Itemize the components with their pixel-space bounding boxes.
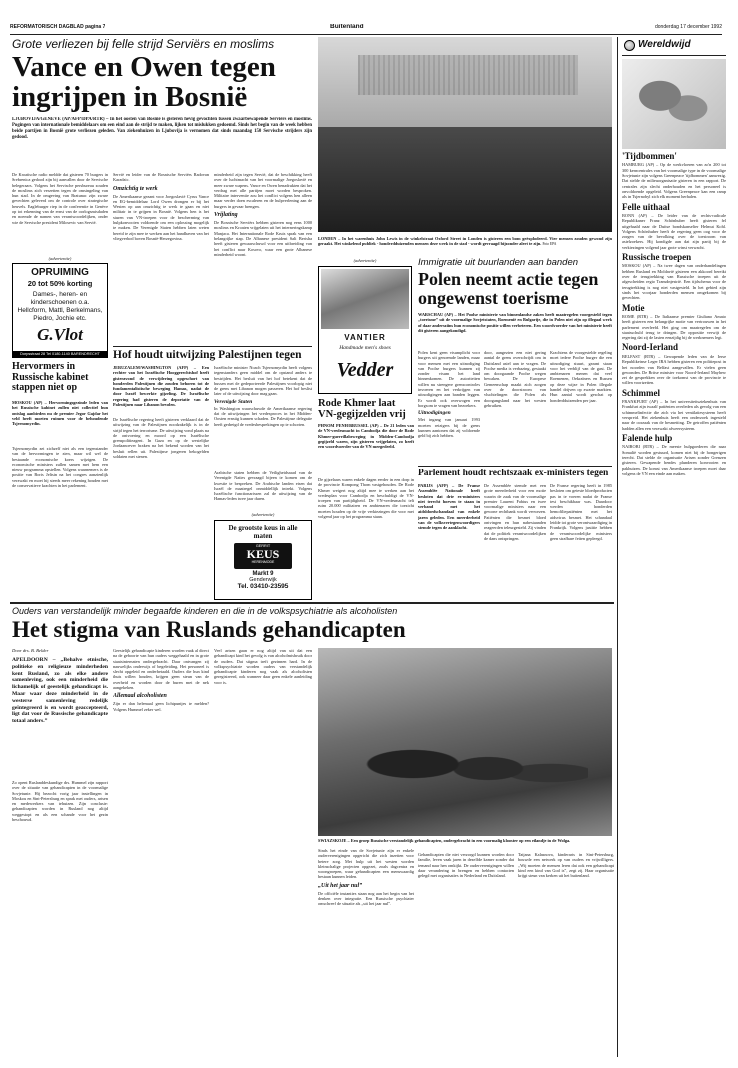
ad-keus-logo — [234, 543, 292, 569]
bosnia-sub-omzichtig: Omzichtig te werk — [113, 185, 158, 192]
wereldwijd-item-text: MOSKOU (AP) – Na twee dagen van onderhandelingen hebben Rusland en Moldavië gisteren een akkoord bereikt over de terugtrekking van Russische troepen uit de afgescheiden regio Transdnjestrië. Een tijdschema voor de terugtrekking is nog niet vastgesteld. In het gebied zijn sinds het voorjaar honderden mensen omgekomen bij gevechten. — [622, 263, 726, 301]
photo-figures — [338, 728, 588, 818]
polen-sub: Uitnodigingen — [418, 410, 451, 417]
page-header — [10, 24, 722, 33]
cambodja-body: De gijzelaars waren enkele dagen eerder in een dorp in de provincie Kompong Thom vastgehouden. De Rode Khmer weigert nog altijd mee te werken aan het vredesplan voor Cambodja en beschuldigt de VN-troepen van partijdigheid. De VN-vredesmacht telt ruim 20.000 militairen en ambtenaren die toezicht moeten houden op de vrije verkiezingen die voor mei volgend jaar op het programma staan. — [318, 477, 414, 520]
polen-headline — [418, 270, 614, 308]
globe-icon — [624, 40, 635, 51]
wereldwijd-item-text: BELFAST (RTR) – Gewapende leden van de Ierse Republikeinse Leger IRA hebben gisteren een politiepost in het noorden van Belfast aangevallen. Er vielen geen gewonden. De Britse minister voor Noord-Ierland Mayhew zei de gesprekken over de toekomst van de provincie te willen voortzetten. — [622, 353, 726, 386]
wereldwijd-item-heading: 'Tijdbommen' — [622, 151, 677, 161]
ad-vlot-discount: 20 tot 50% korting — [27, 279, 93, 288]
header-rule — [10, 34, 722, 35]
bosnia-col3-text: minderheid zijn tegen Servië, dat de beschikking heeft over de luchtmacht van het voormalige Joegoslavië en meer zware wapens. Vance en Owen benadrukten dat het verdrag met alle partijen moet worden besproken. Militaire interventie zou het conflict volgens hen alleen maar verder doen escaleren en de hulpverlening aan de burgers in gevaar brengen. — [214, 172, 312, 209]
ad-label-keus: (advertentie) — [251, 512, 275, 517]
israel-col2-text2: In Washington waarschuwde de Amerikaanse regering dat de uitwijzingen het vredesproces in het Midden-Oosten ernstig kunnen schaden. De Palestijnse delegatie heeft gedreigd de vredesbesprekingen op te schorten. — [214, 405, 312, 427]
israel-rule — [113, 346, 312, 347]
bosnia-col3 — [214, 172, 312, 342]
photo-windows — [358, 55, 578, 95]
newspaper-name: REFORMATORISCH DAGBLAD pagina 7 — [10, 24, 106, 30]
israel-headline: Hof houdt uitwijzing Palestijnen tegen — [113, 349, 302, 361]
bosnia-col2-top: Servië en leider van de Bosnische Serviërs Radovan Karadzic. — [113, 172, 209, 183]
wereldwijd-map — [622, 59, 726, 149]
polen-col1-text: Polen kent geen visumplicht voor burgers uit genoemde landen, maar voor mensen met een uitnodiging van Poolse burgers kunnen zij zonder visum het land binnenkomen. De autoriteiten willen nu strengere grenscontroles invoeren en het verkrijgen van uitnodigingen aan banden leggen. Er wordt ook overwogen een borgsom te vragen van bezoekers. — [418, 350, 480, 408]
parliament-col1: De Assemblée stemde met een grote meerderheid voor een motie waarin de zaak van de voormalige premier Laurent Fabius en twee voormalige ministers naar een gewone rechtbank wordt verwezen. Patiënten die besmet bloed ontvingen en hun nabestaanden reageerden teleurgesteld. Zij vinden dat de politiek verantwoordelijken de dans ontspringen. — [484, 483, 546, 541]
wereldwijd-item — [622, 253, 726, 301]
rule-wereldwijd — [617, 37, 618, 1057]
russia-col2-text: Geestelijk gehandicapte kinderen worden vaak al direct na de geboorte van hun ouders weggehaald en in grote staatsinternaten ondergebracht. Daar ontvangen zij nauwelijks onderwijs of begeleiding. Het personeel is slecht opgeleid en onderbetaald. Ouders die hun kind thuis willen houden, krijgen geen steun van de overheid en worden door de buren met de nek aangekeken. — [113, 648, 209, 691]
israel-col3: Arabische staten hebben de Veiligheidsraad van de Verenigde Naties gevraagd bijeen te komen om de kwestie te bespreken. De Arabische landen eisen dat Israël de maatregel onmiddellijk intrekt. Volgens Israëlische functionarissen zal de uitwijzing van de Hamas-leden twee jaar duren. — [214, 470, 312, 502]
wereldwijd-item — [622, 304, 726, 341]
wereldwijd-item-heading: Falende hulp — [622, 432, 673, 443]
caption-london-text: LONDEN – In het warenhuis John Lewis in de winkelstraat Oxford Street in Londen is gisteren een bom geëxplodeerd. Vier mensen zouden gewond zijn geraakt. Het winkelend publiek - honderdduizenden mensen deze week in de stad - wordt gevraagd bijzonder alert te zijn. — [318, 236, 612, 247]
map-landmass — [632, 71, 712, 133]
wereldwijd-item-heading: Schimmel — [622, 387, 660, 398]
russia-col2-text2: Zijn er dan helemaal geen lichtpuntjes te melden? Volgens Hummel zeker wel. — [113, 701, 209, 712]
israel-lead: JERUZALEM/WASHINGTON (AFP) – Een rechter van het Israëlische Hooggerechtshof heeft gisteravond de verwijdering opgeschort van honderden Palestijnen die zouden behoren tot de fundamentalistische beweging Hamas, nadat de door Israël bewerkte gijzeling. De Israëlische regering had gisteren de deportatie van de Palestijnen naar Libanon bevolen. — [113, 365, 209, 408]
hervormers-headline: Hervormers in Russische kabinet stappen niet op — [12, 362, 89, 393]
cambodja-lead: PHNOM PENH/BRUSSEL (AP) – De 21 leden van de VN-vredesmacht in Cambodja die door de Rode Khmer-guerrillabeweging in Midden-Cambodja gegijzeld waren, zijn gisteren vrijgelaten, zo heeft een woordvoerder van de VN meegedeeld. — [318, 423, 414, 450]
ad-keus-address: Markt 9 — [252, 571, 274, 577]
bosnia-col1: De Kroatische radio meldde dat gisteren 70 burgers in Srebrenica gedood zijn bij aanvallen door de Servische belegeraars. Volgens het Servische persbureau zouden de moslims zich verzetten tegen de omsingeling van hun stad. In de omgeving van Bratunac zijn zware gevechten geleverd om de controle over strategische heuvels. Eagleburger riep in de conferentie in Genève op tot erkenning van de ernst van de oorlogsmisdaden en noemde de namen van verantwoordelijken, onder wie de Servische president Milosevic van Servië. — [12, 172, 108, 225]
photo-swiazskoje — [318, 648, 612, 836]
polen-lead: WARSCHAU (AP) – Het Poolse ministerie van binnenlandse zaken heeft maatregelen voorgesteld tegen „toerisme” uit de voormalige Sovjetstaten, Roemenië en Bulgarije, die in Polen niet zijn op illegaal werk of daar andersziins hun economische positie willen verbeteren. Een woordvoerder van het ministerie heeft dit gisteren aangekondigd. — [418, 312, 612, 333]
wereldwijd-item-text: FRANKFURT (AP) – In het universiteitsziekenhuis van Frankfurt zijn twaalf patiënten overleden als gevolg van een schimmelinfectie die zich via het ventilatiesysteem heeft verspreid. Het ziekenhuis heeft een onderzoek ingesteld naar de oorzaak van de besmetting. De getroffen patiënten hadden allen een verzwakt afweersysteem. — [622, 399, 726, 431]
caption-london-credit: Foto EPA — [542, 242, 557, 247]
bosnia-col3-text2: De Bosnische Serviërs hebben gisteren nog eens 1000 moslims en Kroaten vrijgelaten uit het interneringskamp Manjaca. Het Internationale Rode Kruis sprak van een belangrijke stap. De Albanese president Sali Berisha heeft gisteren gewaarschuwd voor een uitbreiding van het conflict naar Kosovo, waar een grote Albanese minderheid woont. — [214, 220, 312, 257]
russia-col1: Zo opent Ruslanddeskundige drs. Hummel zijn rapport over de situatie van gehandicapten in de voormalige Sovjetunie. Hij bezocht vorig jaar instellingen in Moskou en Sint-Petersburg en sprak met ouders, artsen en medewerkers van tehuizen. Zijn conclusie: gehandicapten worden in Rusland nog altijd weggestopt en als een schande voor het gezin beschouwd. — [12, 780, 108, 823]
polen-col1 — [418, 350, 480, 470]
photo-swiazskoje-caption: SWIAZSKOJE – Een groep Russische verstandelijk gehandicapten, ondergebracht in een voormalig klooster op een eilandje in de Wolga. — [318, 838, 571, 843]
wereldwijd-item — [622, 434, 726, 476]
parliament-rule — [418, 466, 612, 467]
issue-date: donderdag 17 december 1992 — [655, 24, 722, 30]
wereldwijd-sidebar — [622, 37, 726, 1058]
ad-keus-brand: KEUS — [246, 547, 280, 561]
ad-vlot-title: OPRUIMING — [31, 267, 89, 278]
ad-keus-brand-sub: HERENMODE — [251, 560, 275, 564]
russia-sub-alcoholisten: Allemaal alcoholisten — [113, 693, 167, 700]
wereldwijd-items — [622, 152, 726, 476]
polen-kicker: Immigratie uit buurlanden aan banden — [418, 257, 579, 268]
bosnia-lead: LJUBOVIJA/GENÈVE (AP/AFP/DPA/RTR) – In het oosten van Bosnië is gisteren hevig gevochten tussen zwaarbewapende Serviërs en moslims. Pogingen van internationale bemiddelaars om een eind aan de strijd te maken, lijken tot mislukken gedoemd. Sinds het begin van de week hebben beide partijen in Bosnië grote verliezen geleden. Van ziekenhuizen in Ljubovija is vernomen dat sinds maandag 150 Servische strijders zijn gedood. — [12, 117, 312, 140]
bosnia-headline-line2: ingrijpen in Bosnië — [12, 81, 248, 113]
wereldwijd-title: Wereldwijd — [638, 39, 691, 50]
photo-london-bombing — [318, 37, 612, 232]
wereldwijd-item-text: ROME (RTR) – De Italiaanse premier Giuliano Amato heeft gisteren een belangrijke motie van vertrouwen in het parlement overleefd. Het ging om maatregelen om de staatsschuld terug te dringen. De oppositie verwijt de regering dat zij de lasten eenzijdig bij de werknemers legt. — [622, 313, 726, 341]
wereldwijd-item — [622, 152, 726, 200]
photo-crowd — [318, 127, 612, 232]
russia-col4-text: Sinds het einde van de Sovjetunie zijn er enkele ouderverenigingen opgericht die zich inzetten voor betere zorg. Met hulp uit het westen worden kleinschalige projecten opgezet, zoals dagcentra en woongroepen, waar gehandicapten een menswaardig bestaan kunnen leiden. — [318, 848, 414, 880]
wereldwijd-item-heading: Motie — [622, 302, 645, 313]
ad-label-vlot: (advertentie) — [48, 256, 72, 261]
ad-keus-city: Genderwijk — [249, 577, 277, 583]
wereldwijd-item-heading: Noord-Ierland — [622, 342, 678, 353]
russia-col5: Gehandicapten die niet verzorgd kunnen worden door familie, leven vaak jaren in dezelfde kamer zonder dat iemand naar hen omkijkt. De ouderverenigingen willen daar verandering in brengen en hebben contacten gelegd met organisaties in Nederland en Duitsland. — [418, 852, 514, 879]
ad-label-vantier: (advertentie) — [353, 258, 377, 263]
ad-keus[interactable] — [214, 520, 312, 600]
hervormers-body: Tsjernomyrdin zei zichzelf niet als een tegenstander van de hervormingen te zien, maar wil wel de bestaande economische koers wijzigen. De economische ministers zullen samen met hem een nieuw programma opstellen. Volgens waarnemers is de positie van Boris Jeltsin na het congres aanzienlijk verzwakt en moet hij steeds meer rekening houden met de conservatieve krachten in het parlement. — [12, 446, 108, 489]
israel-sub-vs: Verenigde Staten — [214, 398, 253, 405]
ad-vantier[interactable] — [318, 266, 412, 394]
ad-vlot[interactable] — [12, 263, 108, 358]
polen-headline-line1: Polen neemt actie tegen — [418, 270, 599, 289]
russia-col4-text2: De officiële instanties staan nog aan het begin van het denken over integratie. Een Russische psychiater omschreef de situatie als „uit het jaar nul”. — [318, 890, 414, 907]
wereldwijd-item-text: NAIROBI (RTR) – De meeste hulpgoederen die naar Somalië worden gestuurd, komen niet bij de hongerigen terecht. Dat stelde de organisatie Artsen zonder Grenzen gisteren. Gewapende bendes plunderen konvooien en pakhuizen. De komst van Amerikaanse troepen moet daar volgens de VN een einde aan maken. — [622, 444, 726, 476]
russia-sub-jaarnul: „Uit het jaar nul” — [318, 882, 363, 889]
russia-kicker: Ouders van verstandelijk minder begaafde kinderen en die in de volkspsychiatrie als alcoholisten — [12, 606, 398, 616]
israel-col2-text: Israëlische minister Noach Tsjernomyrdin heeft volgens tegenstanders geen middel om de opstand anders te bestrijden. Het besluit van het hof betekent dat de bussen met de gedeporteerde Palestijnen voorlopig niet de grens met Libanon mogen passeren. Het hof beslist later of de uitwijzing door mag gaan. — [214, 365, 312, 397]
wereldwijd-item-text: HAMBURG (AP) – Op de werkvloeren van zo'n 200 tot 300 kerncentrales van het voormalige type in de voormalige Sovjetunie zijn volgens Greenpeace 'tijdbommen' aanwezig. Dat stelde de milieuorganisatie gisteren in een rapport. De centrales zijn slecht onderhouden en het personeel is onvoldoende opgeleid. Volgens Greenpeace kan een ramp als in Tsjernobyl zich elk moment herhalen. — [622, 162, 726, 200]
ad-vlot-address: Dorpsstraat 28 Tel 0180-1140 BARENDRECHT — [13, 351, 107, 357]
russia-col6: Tatjana Kalasnova, kinderarts in Sint-Petersburg, bouwde een netwerk op van ouders en vrijwilligers. ,,Wij moeten de mensen leren dat ook een gehandicapt kind een kind van God is”, zegt zij. Haar organisatie krijgt steun van kerken uit het buitenland. — [518, 852, 614, 879]
bosnia-sub-vrijlating: Vrijlating — [214, 212, 238, 219]
polen-col2: door, aangezien een niet gering aantal de grens overschrijdt om in Duitsland asiel aan te vragen. De Poolse media is verbazing, gestaakt om doorgaande Poolse wegen bewaken. De Europese Gemeenschap maakt zich zorgen over de doorstroom van vluchtelingen die Polen als doorgangsland naar het westen gebruiken. — [484, 350, 546, 408]
polen-headline-line2: ongewenst toerisme — [418, 287, 569, 308]
israel-col1: De Israëlische regering heeft gisteren verklaard dat de uitwijzing van de Palestijnen noodzakelijk is in de strijd tegen het terrorisme. De uitwijzing vond plaats na de ontvoering en moord op een Israëlische grenspolitieagent. In Gaza en op de westelijke Jordaanoever braken na het bekend worden van het besluit rellen uit. Palestijnse jongeren bekogelden soldaten met stenen. — [113, 417, 209, 460]
bosnia-kicker: Grote verliezen bij felle strijd Serviërs en moslims — [12, 37, 275, 51]
wereldwijd-item-heading: Felle uithaal — [622, 201, 670, 212]
russia-col4 — [318, 848, 414, 1058]
parliament-headline: Parlement houdt rechtszaak ex-ministers tegen — [418, 469, 609, 478]
cambodja-headline: Rode Khmer laat VN-gegijzelden vrij — [318, 398, 406, 421]
parliament-col2: De Franse regering heeft in 1985 besloten om geteste bloedproducten pas in te voeren nadat de Franse test beschikbaar was. Daardoor werden honderden hemofiliepatiënten met het aidsvirus besmet. Het schandaal leidde tot grote verontwaardiging in Frankrijk. Volgens justitie hebben de verantwoordelijke ministers geen strafbare feiten gepleegd. — [550, 483, 612, 541]
russia-byline: Door drs. B. Belder — [12, 648, 49, 653]
bosnia-col2-text: De Amerikaanse gezant voor Joegoslavië Cyrus Vance en EG-bemiddelaar Lord Owen drongen er bij het Westen op aan omzichtig te werk te gaan en niet militair in te grijpen in Bosnië. Volgens hen is het sturen van VN-troepen voor de bescherming van hulpkonvooien voldoende om een oplossing mogelijk te maken. De Verenigde Staten hebben laten weten bereid te zijn mee te werken aan het handhaven van het vliegverbod boven Bosnië-Herzegovina. — [113, 193, 209, 241]
polen-col3: Krachtens de voorgestelde regeling moet iedere Poolse burger die een uitnodiging stuurt, garant staan voor het verblijf van de gast. De ambtenaren menen dat veel Roemenen, Oekraïners en Russen op deze wijze in Polen illegale handel drijven op zwarte markten. Hun aantal wordt geschat op honderdduizenden per jaar. — [550, 350, 612, 403]
wereldwijd-item-heading: Russische troepen — [622, 252, 692, 263]
ad-vlot-body: Dames-, heren- en kinderschoenen o.a. Hellcform, Mattl, Berkelmans, Piedro, Jochie etc. — [17, 291, 103, 322]
russia-lead: APELDOORN – „Behalve etnische, politieke en religieuze minderheden kent Rusland, zo als elke andere samenleving, ook een minderheid die lichamelijk of geestelijk gehandicapt is. Maar waar deze minderheid in de westerse samenleving redelijk geïntegreerd is en wordt geaccepteerd, ligt dat voor de Russische gehandicapte totaal anders.” — [12, 657, 108, 725]
ad-vantier-tagline: Handmade men's shoes — [339, 345, 391, 351]
hervormers-lead: MOSKOU (AP) – Hervormingsgezinde leden van het Russische kabinet zullen niet collectief hun ontslag aanbieden nu de premier Jegor Gajdar het veld heeft moeten ruimen voor de behoudende Tsjernomyrdin. — [12, 400, 108, 427]
wereldwijd-item — [622, 343, 726, 385]
bosnia-headline — [12, 52, 312, 113]
russia-col3: Veel artsen gaan er nog altijd van uit dat een gehandicapt kind het gevolg is van alcoholmisbruik door de ouders. Dat stigma treft gezinnen hard. In de volkspsychiatrie worden ouders van verstandelijk gehandicapte kinderen nog vaak als alcoholisten geregistreerd, ook wanneer daar geen enkele aanleiding voor is. — [214, 648, 312, 685]
parliament-lead: PARIJS (AFP) – De Franse Assemblée Nationale heeft besloten dat drie ex-ministers niet terecht hoeven te staan in verband met het aidsbloedschandaal van enkele jaren geleden. Een meerderheid van de volksvertegenwoordigers stemde tegen de aanklacht. — [418, 483, 480, 531]
ad-vantier-shoe-image — [321, 269, 409, 329]
section-title: Buitenland — [330, 24, 364, 30]
ad-keus-brand-top: GERRIT — [255, 544, 271, 548]
ad-vantier-brand: VANTIER — [344, 333, 386, 342]
ad-keus-phone: Tel. 03410-23595 — [237, 583, 289, 590]
bosnia-headline-line1: Vance en Owen tegen — [12, 52, 276, 83]
wereldwijd-header — [622, 37, 726, 56]
ad-keus-headline: De grootste keus in alle maten — [228, 524, 298, 540]
photo-london-caption — [318, 236, 612, 254]
russia-col2 — [113, 648, 209, 1058]
polen-col1-text2: Met ingang van januari 1993 moeten reizigers bij de grens kunnen aantonen dat zij voldoende geld bij zich hebben. — [418, 417, 480, 439]
wereldwijd-item — [622, 389, 726, 431]
ad-vantier-script: Vedder — [336, 359, 394, 381]
rule-lower-section — [10, 602, 614, 604]
wereldwijd-item-text: BONN (AP) – De leider van de rechts-radicale Republikaner Franz Schönhuber heeft gisteren fel uitgehaald naar de Duitse bondskanselier Helmut Kohl. Volgens Schönhuber heeft de regering geen oog voor de zorgen van de bevolking over de toestroom van asielzoekers. Hij kondigde aan dat zijn partij bij de verkiezingen volgend jaar grote winst verwacht. — [622, 212, 726, 250]
ad-vlot-brand: G.Vlot — [37, 325, 83, 344]
russia-headline: Het stigma van Ruslands gehandicapten — [12, 618, 406, 642]
wereldwijd-item — [622, 203, 726, 251]
